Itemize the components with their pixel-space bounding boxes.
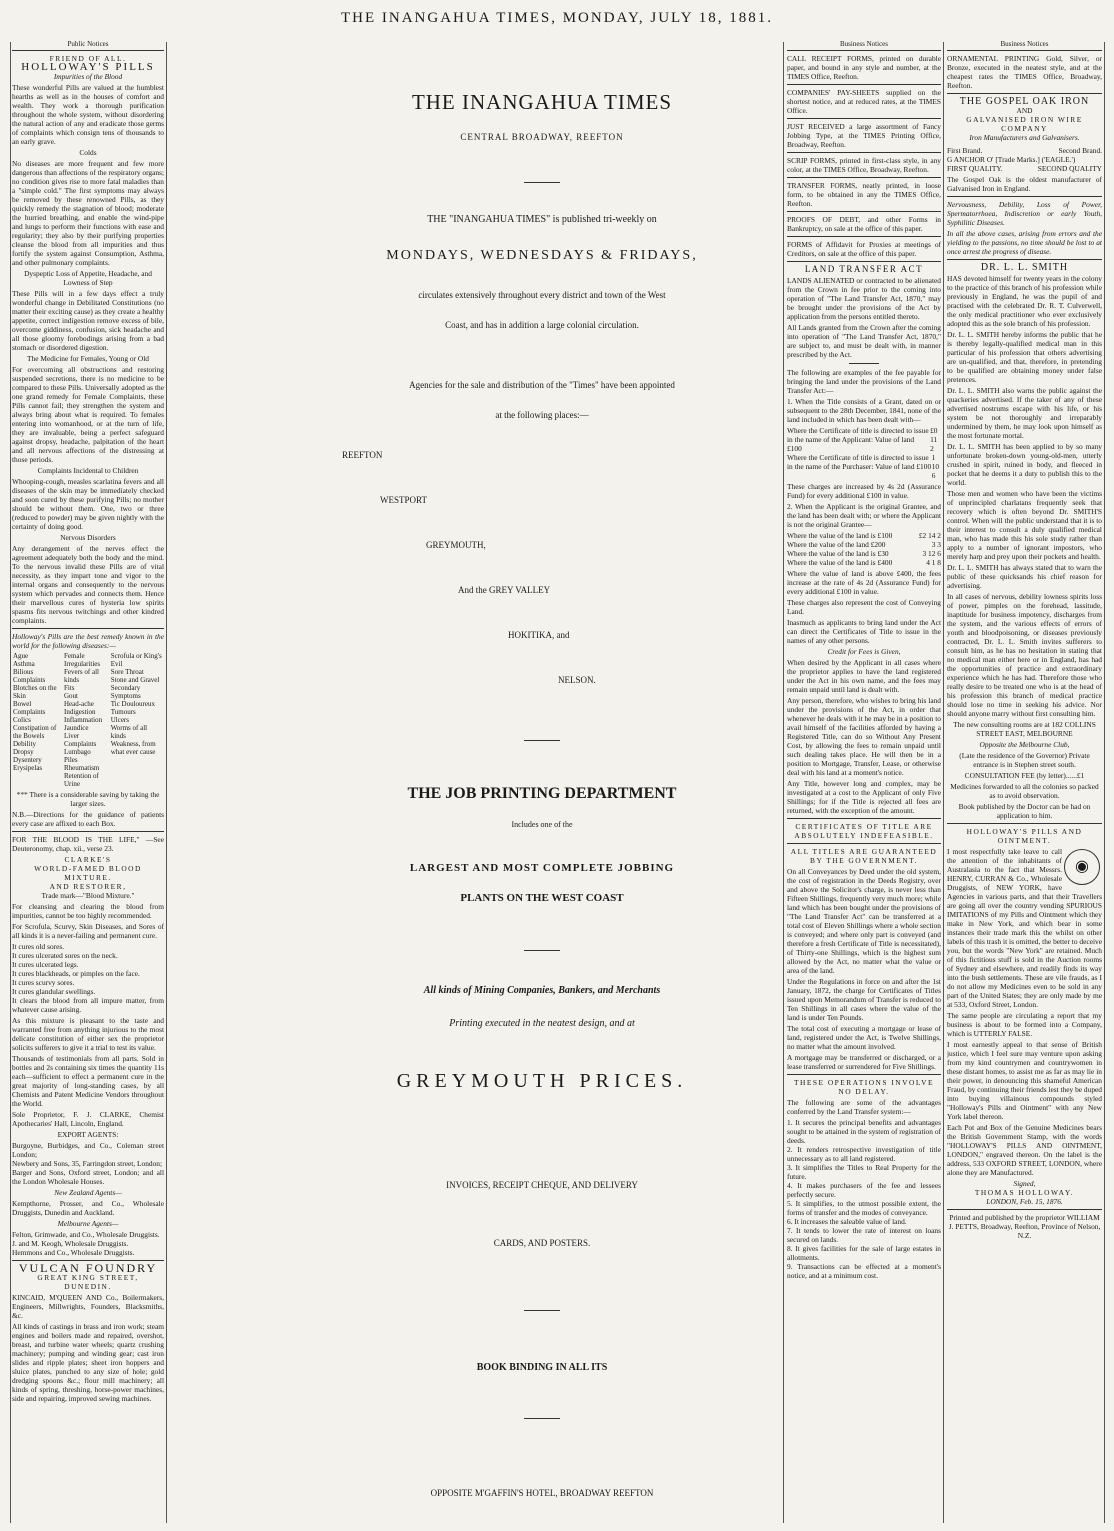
column-rule (1104, 42, 1105, 1523)
paragraph: Any derangement of the nerves effect the agreement adequately both the body and the mind. To the nervous invalid these Pills are of vital necessity, as they impart tone and vigor to the internal organs and consequently to the nervous system which pervades and connects them. Hence their marvellous cures of hysteria low spirits spasms fits nervous twitchings and other kindred complaints. (12, 544, 164, 625)
smith-book: Book published by the Doctor can be had on application to him. (958, 802, 1091, 820)
ad-printing: Printing executed in the neatest design, and at (449, 1018, 635, 1029)
section-header: Business Notices (787, 40, 941, 51)
imprint: Printed and published by the proprietor WILLIAM J. PETTS, Broadway, Reefton, Province of Nelson, N.Z. (948, 1213, 1101, 1240)
dyspeptic-heading: Dyspeptic Loss of Appetite, Headache, and Lowness of Step (24, 269, 152, 287)
ad-agencies: Agencies for the sale and distribution of the "Times" have been appointed (409, 380, 675, 390)
paragraph: Inasmuch as applicants to bring land under the Act can direct the Certificates of Title to issue in the names of any other persons. (787, 618, 941, 645)
town: GREYMOUTH, (426, 540, 486, 550)
paragraph: Thousands of testimonials from all parts. Sold in bottles and 2s containing six times the quantity 11s each—sufficient to effect a permanent cure in the great majority of long-standing cases, by all Chemists and Patent Medicine Vendors throughout the World. (12, 1054, 164, 1108)
paragraph: For Scrofula, Scurvy, Skin Diseases, and Sores of all kinds it is a never-failing and permanent cure. (12, 922, 164, 940)
paragraph: I most earnestly appeal to that sense of British justice, which I feel sure may venture upon asking from my kind countrymen and countrywomen in these distant homes, to assist me as far as may lie in their power, in denouncing this shameful American Fraud, by continuing their friends lest they be duped into buying villainous compounds styled "Holloway's Pills and Ointment" with any New York label thereon. (947, 1040, 1102, 1121)
fee-note: These charges also represent the cost of Conveying Land. (787, 598, 941, 616)
clarke-heading: CLARKE'S (64, 855, 112, 864)
paragraph: Dr. L. L. SMITH has always stated that to warn the public of these quicksands his chief reason for advertising. (947, 563, 1102, 590)
kincaid: KINCAID, M'QUEEN AND Co., Boilermakers, Engineers, Millwrights, Founders, Blacksmiths, &c. (12, 1293, 164, 1320)
town: REEFTON (342, 450, 383, 460)
fee-item: 2. When the Applicant is the original Grantee, and the land has been dealt with; or where the Applicant is not the original Grantee— (787, 502, 941, 529)
ad-circulates: circulates extensively throughout every district and town of the West (418, 290, 666, 300)
nb-note: N.B.—Directions for the guidance of patients every case are affixed to each Box. (12, 810, 164, 828)
ad-title: THE INANGAHUA TIMES (411, 90, 673, 114)
paragraph: On all Conveyances by Deed under the old system, the cost of registration in the Deeds Registry, over and above the Solicitor's charge, is never less than Fifteen Shillings, frequently very much more; while land which has been bought under the provisions of "The Land Transfer Act" can be transferred at a total cost of Eleven Shillings where a whole section is conveyed; and where only part is conveyed (and therefore a fresh Certificate of Title is necessitated), of Thirty-one Shillings, which is the highest sum allowed by the Act, no matter what the value or area of the land. (787, 867, 941, 975)
paragraph: The same people are circulating a report that my business is about to be formed into a Company, which is UTTERLY FALSE. (947, 1011, 1102, 1038)
ornament-rule (524, 1310, 560, 1311)
paragraph: The following are examples of the fee payable for bringing the land under the provisions of the Land Transfer Act:— (787, 368, 941, 395)
ad-days: MONDAYS, WEDNESDAYS & FRIDAYS, (386, 248, 698, 263)
brand-quality: FIRST QUALITY. (947, 164, 1003, 173)
paragraph: The total cost of executing a mortgage or lease of land, registered under the Act, is Twelve Shillings, no matter what the amount involved. (787, 1024, 941, 1051)
cures-list: It cures old sores. It cures ulcerated sores on the neck. It cures ulcerated legs. It cures blackheads, or pimples on the face. It cures scurvy sores. It cures glandular swellings. It clears the blood from all impure matter, from whatever cause arising. (12, 942, 164, 1014)
paragraph: Whooping-cough, measles scarlatina fevers and all diseases of the skin may be immediately checked and soon cured by these purifying Pills; no mother should be without them. One, two or three (reduced to powder) may be given nightly with the certainty of doing good. (12, 477, 164, 531)
fee-item: 1. When the Title consists of a Grant, dated on or subsequent to the 28th December, 1841, none of the land included in which has been dealt with— (787, 397, 941, 424)
blood-life: FOR THE BLOOD IS THE LIFE," —See Deuteronomy, chap. xii., verse 23. (12, 835, 164, 853)
column-business-notices-2 (947, 40, 1102, 1525)
trade-mark: Trade mark—"Blood Mixture." (41, 891, 135, 900)
impurities-heading: Impurities of the Blood (53, 72, 123, 81)
ad-places: at the following places:— (495, 410, 589, 420)
column-rule (783, 42, 784, 1523)
smith-address: The new consulting rooms are at 182 COLLINS STREET EAST, MELBOURNE (953, 720, 1096, 738)
paragraph: A mortgage may be transferred or discharged, or a lease transferred or surrendered for Five Shillings. (787, 1053, 941, 1071)
melb-heading: Melbourne Agents— (57, 1219, 119, 1228)
ad-opposite: OPPOSITE M'GAFFIN'S HOTEL, BROADWAY REEFTON (430, 1488, 654, 1498)
vulcan-city: DUNEDIN. (64, 1282, 112, 1291)
medicine-heading: The Medicine for Females, Young or Old (27, 354, 149, 363)
fee-amount: £0 11 2 (930, 426, 938, 453)
brand-label: Second Brand. (1058, 146, 1102, 155)
export-heading: EXPORT AGENTS: (57, 1130, 119, 1139)
ad-published: THE "INANGAHUA TIMES" is published tri-weekly on (427, 214, 657, 225)
paragraph: When desired by the Applicant in all cases where the proprietor applies to have the land registered under the Act in his own name, and the fees may remain unpaid until land is dealt with. (787, 658, 941, 694)
fee-label: Where the value of the land is £100 (787, 531, 893, 540)
diseases-table (12, 652, 164, 788)
nerve-heading: Nervousness, Debility, Loss of Power, Spermatorrhoea, Indiscretion or early Youth, Syphilitic Diseases. (947, 200, 1102, 227)
fee-label: Where the Certificate of title is directed to issue in the name of the Applicant: Value of land £100 (787, 426, 929, 453)
melb-agents: Felton, Grimwade, and Co., Wholesale Druggists. J. and M. Keogh, Wholesale Druggists. Hemmons and Co., Wholesale Druggists. (12, 1230, 160, 1257)
fee-amount: 3 3 (931, 540, 941, 549)
ornament-rule (524, 950, 560, 951)
credit-heading: Credit for Fees is Given, (827, 647, 901, 656)
paragraph: All Lands granted from the Crown after the coming into operation of "The Land Transfer Act, 1870," are subject to, and must be dealt with, in manner prescribed by the Act. (787, 323, 941, 359)
fee-note: These charges are increased by 4s 2d (Assurance Fund) for every additional £100 in value. (787, 482, 941, 500)
nz-agents: Kempthorne, Prosser, and Co., Wholesale Druggists, Dunedin and Auckland. (12, 1199, 164, 1217)
holloway-ointment-title: HOLLOWAY'S PILLS AND OINTMENT. (966, 827, 1083, 845)
ad-allkinds: All kinds of Mining Companies, Bankers, and Merchants (423, 985, 661, 996)
ad-job: THE JOB PRINTING DEPARTMENT (407, 785, 677, 802)
ad-binding: BOOK BINDING IN ALL ITS (476, 1362, 608, 1373)
paragraph: These Pills will in a few days effect a truly wonderful change in Debilitated Constitutions (no matter their exciting cause) as they create a healthy appetite, correct indigestion remove excess of bile, overcome giddiness, confusion, sick headache and all those gloomy forebodings arising from a bad stomach or disordered digestion. (12, 289, 164, 352)
signed: Signed, (1013, 1179, 1036, 1188)
vulcan-heading: VULCAN FOUNDRY (18, 1261, 158, 1275)
paragraph: Dr. L. L. SMITH has been applied to by so many unfortunate broken-down young-old-men, utterly crushed in spirit, ruined in body, and fleeced in pocket that he deems it a duty to publish this to the world. (947, 442, 1102, 487)
town: WESTPORT (380, 495, 427, 505)
ornament-rule (524, 740, 560, 741)
ad-prices: GREYMOUTH PRICES. (396, 1070, 688, 1092)
fee-label: Where the value of the land is £400 (787, 558, 893, 567)
advantages-list: 1. It secures the principal benefits and advantages sought to be attained in the system of registration of deeds. 2. It renders retrospective investigation of title unnecessary as to all land registered. 3. It simplifies the Titles to Real Property for the future. 4. It makes purchasers of the fee and lessees perfectly secure. 5. It simplifies, to the utmost possible extent, the forms of transfer and the modes of conveyance. 6. It increases the saleable value of land. 7. It tends to lower the rate of interest on loans secured on lands. 8. It gives facilities for the sale of large estates in allotments. 9. Transactions can be effected at a moment's notice, and at a minimum cost. (787, 1118, 941, 1280)
column-business-notices (787, 40, 941, 1525)
gospel-desc: Iron Manufacturers and Galvanisers. (969, 133, 1080, 142)
land-transfer-title: LAND TRANSFER ACT (804, 264, 924, 274)
paragraph: For cleansing and clearing the blood from impurities, cannot be too highly recommended. (12, 902, 164, 920)
notice: CALL RECEIPT FORMS, printed on durable paper, and bound in any style and number, at the TIMES Office, Reefton. (787, 54, 941, 81)
paragraph: In all cases of nervous, debility lowness spirits loss of power, pimples on the forehead, lassitude, inaptitude for business impotency, discharges from the system, and the various effects of errors of youth and bloodpoisoning, or diseases previously contracted, Dr. L. L. Smith invites sufferers to consult him, as he has no hesitation in stating that no medical man either here or in England, has had the opportunities of practice and extraordinary experience which he has had. Therefore those who really desire to be treated one who is at the head of his profession this branch of medical practice should lose no time in seeking his advice. Nor should anyone marry without first consulting him. (947, 592, 1102, 718)
notice: TRANSFER FORMS, neatly printed, in loose form, to be obtained in any the TIMES Office, Reefton. (787, 181, 941, 208)
seal-icon: ◉ (1064, 849, 1100, 885)
ad-plants: PLANTS ON THE WEST COAST (460, 892, 624, 904)
paragraph: Any person, therefore, who wishes to bring his land under the provisions of the Act, in order that whenever he deals with it he may be in a position to avail himself of the facilities afforded by having a Registered Title, can do so Without Any Present Cost, by allowing the fees to remain unpaid until such dealing takes place. He will then be in a position to Mortgage, Transfer, Lease, or otherwise deal with his land at a moment's notice. (787, 696, 941, 777)
paragraph: LANDS ALIENATED or contracted to be alienated from the Crown in fee prior to the coming into operation of "The Land Transfer Act, 1870," may be brought under the provisions of the Act by application from the persons entitled thereto. (787, 276, 941, 321)
ad-coast: Coast, and has in addition a large colonial circulation. (445, 320, 639, 330)
town: And the GREY VALLEY (458, 585, 551, 595)
diseases-col: Female Irregularities Fevers of all kinds Fits Gout Head-ache Indigestion Inflammation Jaundice Liver Complaints Lumbago Piles Rheumatism Retention of Urine (63, 652, 103, 788)
notice: PROOFS OF DEBT, and other Forms in Bankruptcy, on sale at the office of this paper. (787, 215, 941, 233)
ornament-rule (524, 1418, 560, 1419)
paragraph: Dr. L. L. SMITH hereby informs the public that he is thereby legally-qualified medical man in this particular of his profession that others advertising are un-qualified, and that, therefore, in pretending to be qualified are obtaining money under false pretences. (947, 330, 1102, 384)
column-rule (10, 42, 11, 1523)
notice: COMPANIES' PAY-SHEETS supplied on the shortest notice, and at reduced rates, at the TIMES Office. (787, 88, 941, 115)
paragraph: All kinds of castings in brass and iron work; steam engines and boilers made and repaired, overshot, breast, and turbine water wheels; quartz crushing machinery; pumping and winding gear; cast iron slides and ripple plates; sheet iron hoppers and sluice plates, punched to any size of hole; gold dredging spoons &c.; flour mill machinery; all kinds of spring, threshing, horse-power machines, side and repairing, improved sewing machines. (12, 1322, 164, 1403)
gospel-heading: THE GOSPEL OAK IRON (959, 96, 1090, 107)
smith-fee: CONSULTATION FEE (by letter)......£1 (964, 771, 1085, 780)
export-list: Burgoyne, Burbidges, and Co., Coleman street London; Newbery and Sons, 35, Farringdon street, London; Barger and Sons, Oxford street, London; and all the London Wholesale Houses. (12, 1141, 164, 1186)
children-heading: Complaints Incidental to Children (37, 466, 139, 475)
ad-invoices: INVOICES, RECEIPT CHEQUE, AND DELIVERY (446, 1180, 638, 1190)
operations-heading: THESE OPERATIONS INVOLVE NO DELAY. (793, 1078, 934, 1096)
gospel-company: GALVANISED IRON WIRE COMPANY (966, 115, 1083, 133)
holloway-title: HOLLOWAY'S PILLS (21, 61, 155, 73)
paragraph: HAS devoted himself for twenty years in the colony to the practice of this branch of his profession while previously in England, he was the pupil of and practised with the celebrated Dr. R. T. Culverwell, the only medical practitioner who ever exclusively adopted this as the sole branch of his profession. (947, 274, 1102, 328)
cert-heading: CERTIFICATES OF TITLE ARE ABSOLUTELY INDEFEASIBLE. (794, 822, 934, 840)
section-header: Public Notices (12, 40, 164, 51)
column-public-notices (12, 40, 164, 1525)
brand-quality: SECOND QUALITY (1037, 164, 1102, 173)
smith-title: DR. L. L. SMITH (980, 262, 1069, 273)
notice: FORMS of Affidavit for Proxies at meetings of Creditors, on sale at the office of this paper. (787, 240, 941, 258)
paragraph: For overcoming all obstructions and restoring suspended secretions, there is no medicine to be compared to these Pills. Universally adopted as the one grand remedy for Female Complaints, these Pills cannot fail; they strengthen the system and always bring about what is required. To females entering into womanhood, or at the turn of life, they are invaluable, being a perfect safeguard against dropsy, headache, palpitation of the heart and all nervous affections of the distressing at those periods. (12, 365, 164, 464)
ad-includes: Includes one of the (511, 820, 573, 829)
times-advertisement (318, 40, 766, 1530)
section-header: Business Notices (947, 40, 1102, 51)
vulcan-street: GREAT KING STREET, (37, 1273, 139, 1282)
paragraph: The following are some of the advantages conferred by the Land Transfer system:— (787, 1098, 941, 1116)
saving-note: *** There is a considerable saving by taking the larger sizes. (16, 790, 160, 808)
ad-cards: CARDS, AND POSTERS. (493, 1238, 591, 1248)
fee-amount: 1 10 6 (931, 453, 940, 480)
ad-largest: LARGEST AND MOST COMPLETE JOBBING (409, 862, 675, 874)
notice: JUST RECEIVED a large assortment of Fancy Jobbing Type, at the TIMES Printing Office, Broadway, Reefton. (787, 122, 941, 149)
colds-heading: Colds (79, 148, 97, 157)
nervous-heading: Nervous Disorders (60, 533, 116, 542)
guaranteed-heading: ALL TITLES ARE GUARANTEED BY THE GOVERNMENT. (790, 847, 938, 865)
sole-proprietor: Sole Proprietor, F. J. CLARKE, Chemist Apothecaries' Hall, Lincoln, England. (12, 1110, 164, 1128)
clarke-heading: WORLD-FAMED BLOOD MIXTURE. (34, 864, 142, 882)
brand-marks: G ANCHOR O' [Trade Marks.] ('EAGLE.') (947, 155, 1076, 164)
diseases-col: Ague Asthma Bilious Complaints Blotches on the Skin Bowel Complaints Colics Constipation of the Bowels Debility Dropsy Dysentery Erysipelas (13, 652, 57, 772)
brand-label: First Brand. (947, 146, 983, 155)
paragraph: Those men and women who have been the victims of unprincipled charlatans frequently seek that recovery which is often beyond Dr. SMITH'S control. When will the public understand that it is to their interest to consult a duly qualified medical man, who has made this his sole study rather than apply to a number of ignorant impostors, who merely harp and prey upon their pockets and health. (947, 489, 1102, 561)
town: HOKITIKA, and (508, 630, 570, 640)
gospel-note: The Gospel Oak is the oldest manufacturer of Galvanised Iron in England. (947, 175, 1102, 193)
paragraph: Dr. L. L. SMITH also warns the public against the quackeries advertised. If the taker of any of these advertised nostrums escape with his life, or his system be not thoroughly and irreparably undermined by them, he may look upon himself as the most fortunate mortal. (947, 386, 1102, 440)
town: NELSON. (558, 675, 596, 685)
fee-note: Where the value of land is above £400, the fees increase at the rate of 4s 2d (Assurance Fund) for every additional £100 in value. (787, 569, 941, 596)
nz-heading: New Zealand Agents— (54, 1188, 122, 1197)
column-rule (943, 42, 944, 1523)
fee-amount: £2 14 2 (918, 531, 941, 540)
paragraph: No diseases are more frequent and few more dangerous than affections of the respiratory organs; no condition gives rise to more fatal maladies than a "simple cold." The first symptoms may always be removed by these renowned Pills, as they quickly remedy the stagnation of blood; moderate the hurried breathing, and enable the wind-pipe and lungs to perform their functions with ease and regularity; they also by their purifying properties cleanse the blood from all impurities and thus fortify the system against Consumption, Asthma, and other pulmonary complaints. (12, 159, 164, 267)
ad-address: CENTRAL BROADWAY, REEFTON (460, 132, 624, 142)
paragraph: These wonderful Pills are valued at the humblest hearths as well as in the houses of comfort and wealth. They work a thorough purification throughout the whole system, without disordering the natural action of any and eradicate those germs of complaints which consign tens of thousands to an early grave. (12, 83, 164, 146)
diseases-col: Scrofula or King's Evil Sore Throat Stone and Gravel Secondary Symptoms Tic Douloureux Tumours Ulcers Worms of all kinds Weakness, from what ever cause (110, 652, 162, 756)
fee-amount: 3 12 6 (922, 549, 941, 558)
paragraph: Each Pot and Box of the Genuine Medicines bears the British Government Stamp, with the words "HOLLOWAY'S PILLS AND OINTMENT, LONDON," engraved thereon. On the label is the address, 533 OXFORD STREET, LONDON, where alone they are Manufactured. (947, 1123, 1102, 1177)
paragraph: Any Title, however long and complex, may be investigated at a cost to the Applicant of only Five Shillings; for if the Title is rejected all fees are returned, with the exception of the amount. (787, 779, 941, 815)
gospel-and: AND (1016, 106, 1033, 115)
nerve-text: In all the above cases, arising from errors and the yielding to the passions, no time should be lost to at once arrest the progress of disease. (947, 229, 1102, 256)
clarke-heading: AND RESTORER, (49, 882, 127, 891)
column-rule (166, 42, 167, 1523)
paragraph: Under the Regulations in force on and after the 1st January, 1872, the charge for Certificates of Titles issued upon Memorandum of Transfer is reduced to Ten Shillings in all cases where the value of the land is under Ten Pounds. (787, 977, 941, 1022)
smith-opposite: Opposite the Melbourne Club, (979, 740, 1070, 749)
fee-amount: 4 1 8 (926, 558, 941, 567)
masthead: THE INANGAHUA TIMES, MONDAY, JULY 18, 1881. (340, 10, 773, 26)
best-remedy: Holloway's Pills are the best remedy known in the world for the following diseases:— (12, 632, 164, 650)
smith-medicines: Medicines forwarded to all the colonies so packed as to avoid observation. (950, 782, 1099, 800)
fee-label: Where the value of the land is £30 (787, 549, 889, 558)
signer: THOMAS HOLLOWAY. (974, 1188, 1075, 1197)
paragraph: I most respectfully take leave to call the attention of the inhabitants of Australasia to the fact that Messrs. HENRY, CURRAN & Co., Wholesale Druggists, of NEW YORK, have Agencies in various parts, and that their Travellers are going all over the country vending SPURIOUS IMITATIONS of my Pills and Ointment which they make in New York, and which bear in some instances their trade mark this the whilst on other labels of this trash it is omitted, the better to deceive you, but the words "New York" are retained. Much of this fictitious stuff is sold in the Auction rooms of Sydney and elsewhere, and readily finds its way into the bush settlements. These are vile frauds, as I do not allow my Medicines even to be sold in any part of the United States; they are only made by me at 533, Oxford Street, London. (947, 847, 1102, 1009)
paragraph: As this mixture is pleasant to the taste and warranted free from anything injurious to the most delicate constitution of either sex the proprietor solicits sufferers to give it a trial to test its value. (12, 1016, 164, 1052)
fee-label: Where the value of the land £200 (787, 540, 886, 549)
fee-label: Where the Certificate of title is directed to issue in the name of the Purchaser: Value of land £100 (787, 453, 932, 471)
sign-date: LONDON, Feb. 15, 1876. (986, 1197, 1063, 1206)
smith-residence: (Late the residence of the Governor) Private entrance is in Stephen street south. (959, 751, 1090, 769)
friend-heading: FRIEND OF ALL. (49, 54, 127, 63)
notice: SCRIP FORMS, printed in first-class style, in any color, at the TIMES Office, Broadway, Reefton. (787, 156, 941, 174)
ornament-rule (524, 182, 560, 183)
notice: ORNAMENTAL PRINTING Gold, Silver, or Bronze, executed in the neatest style, and at the cheapest rates the TIMES Office, Broadway, Reefton. (947, 54, 1102, 90)
